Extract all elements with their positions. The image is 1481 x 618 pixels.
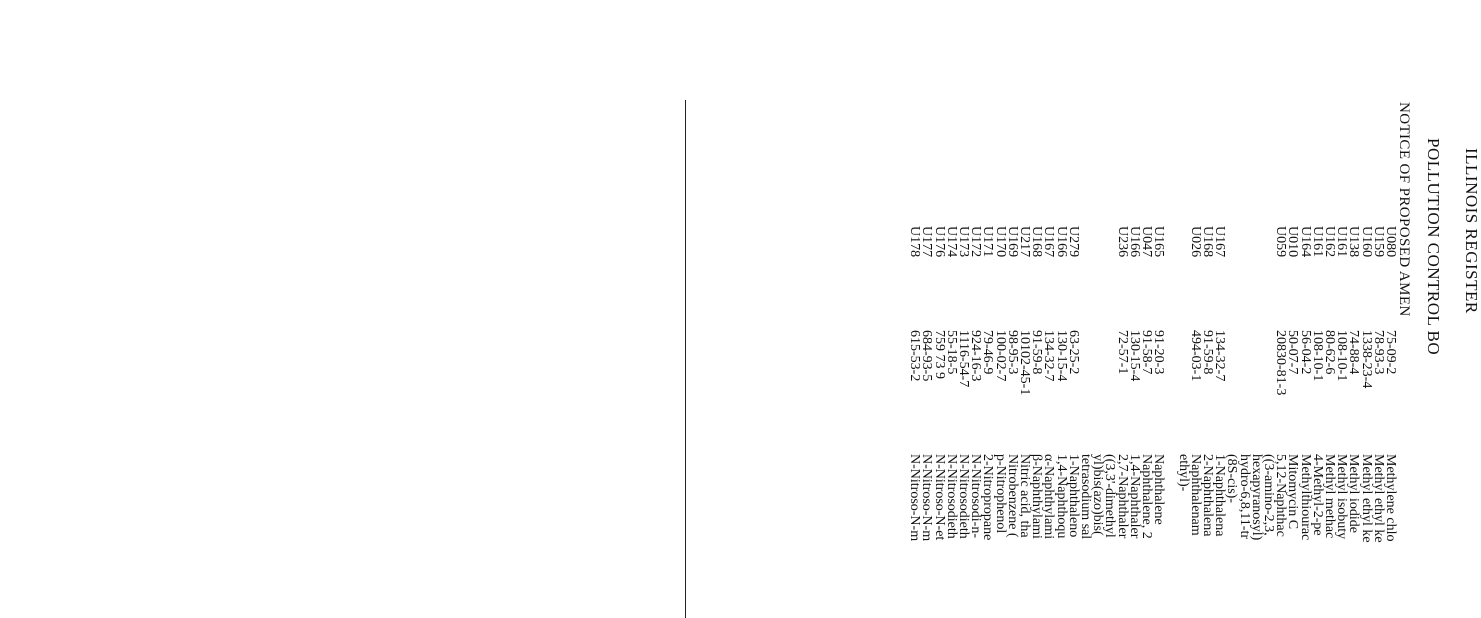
chemical-name: Naphthalene, 2	[1139, 454, 1154, 539]
waste-code: U166	[1053, 226, 1069, 258]
chemical-name: ethyl)-	[1175, 454, 1191, 492]
chemical-name: N-Nitrosodi-n-	[968, 454, 984, 538]
chemical-name: hexapyranosyl)	[1248, 454, 1264, 541]
chemical-name: (8S-cis)-	[1224, 454, 1240, 503]
waste-code: U177	[919, 226, 935, 258]
chemical-name: Methyl ethyl ke	[1358, 454, 1374, 543]
chemical-name: 2-Naphthalena	[1200, 454, 1215, 537]
chemical-name: ((3,3'-dimethyl	[1102, 454, 1118, 538]
waste-code: U169	[1004, 226, 1020, 258]
waste-code: U026	[1187, 226, 1203, 258]
cas-number: 615-53-2	[907, 330, 923, 382]
chemical-name: 2,7-Naphthaler	[1114, 454, 1130, 539]
chemical-name: 1-Naphthaleno	[1065, 454, 1081, 538]
cas-number: 924-16-3	[968, 330, 984, 382]
waste-code: U059	[1273, 226, 1289, 258]
chemical-name: N-Nitrosodieth	[943, 454, 959, 539]
chemical-name: Methyl iodide	[1346, 454, 1362, 533]
cas-number: 72-57-1	[1114, 330, 1130, 375]
chemical-name: tetrasodium sal	[1078, 454, 1093, 540]
cas-number: 50-07-7	[1285, 330, 1301, 375]
chemical-name: α-Naphthylami	[1041, 454, 1057, 540]
cas-number: 79-46-9	[980, 330, 996, 375]
cas-number: 75-09-2	[1383, 330, 1398, 375]
cas-number: 1116-54-7	[956, 330, 971, 388]
waste-code: U164	[1297, 226, 1313, 258]
waste-code: U165	[1151, 226, 1167, 258]
waste-code: U166	[1126, 226, 1142, 258]
chemical-name: Methyl methac	[1322, 454, 1337, 539]
chemical-name: N-Nitroso-N-m	[919, 454, 935, 542]
waste-code: U047	[1139, 226, 1154, 258]
chemical-name: Naphthalenam	[1187, 454, 1203, 536]
notice-title: NOTICE OF PROPOSED AMEN	[1396, 102, 1412, 317]
waste-code: U279	[1065, 226, 1081, 258]
waste-code: U162	[1322, 226, 1337, 258]
cas-number: 74-88-4	[1346, 330, 1362, 375]
chemical-name: N-Nitrosodieth	[956, 454, 971, 539]
chemical-name: Methyl isobuty	[1334, 454, 1350, 540]
chemical-name: Methyl ethyl ke	[1370, 454, 1386, 543]
waste-code: U161	[1309, 226, 1325, 258]
waste-code: U174	[943, 226, 959, 258]
waste-code: U167	[1212, 226, 1228, 258]
cas-number: 134-32-7	[1212, 330, 1228, 382]
waste-code: U171	[980, 226, 996, 258]
cas-number: 91-58-7	[1139, 330, 1154, 375]
cas-number: 100-02-7	[992, 330, 1008, 382]
waste-code: U170	[992, 226, 1008, 258]
waste-code: U010	[1285, 226, 1301, 258]
cas-number: 108-10-1	[1309, 330, 1325, 382]
cas-number: 56-04-2	[1297, 330, 1313, 375]
chemical-name: β-Naphthylami	[1029, 454, 1045, 539]
waste-code: U161	[1334, 226, 1350, 258]
cas-number: 134-32-7	[1041, 330, 1057, 382]
cas-number: 494-03-1	[1187, 330, 1203, 382]
waste-code: U172	[968, 226, 984, 258]
waste-code: U173	[956, 226, 971, 258]
waste-code: U217	[1017, 226, 1032, 258]
cas-number: 1338-23-4	[1358, 330, 1374, 389]
chemical-name: Nitrobenzene (	[1004, 454, 1020, 538]
cas-number: 130-15-4	[1126, 330, 1142, 382]
waste-code: U176	[931, 226, 947, 258]
waste-code: U178	[907, 226, 923, 258]
waste-code: U167	[1041, 226, 1057, 258]
chemical-name: 1,4-Naphthaler	[1126, 454, 1142, 539]
cas-number: 80-62-6	[1322, 330, 1337, 375]
cas-number: 78-93-3	[1370, 330, 1386, 375]
cas-number: 91-59-8	[1029, 330, 1045, 375]
waste-code: U159	[1370, 226, 1386, 258]
cas-number: 684-93-5	[919, 330, 935, 382]
chemical-name: 2-Nitropropane	[980, 454, 996, 541]
cas-number: 108-10-1	[1334, 330, 1350, 382]
header-rule	[685, 100, 686, 618]
chemical-name: Naphthalene	[1151, 454, 1167, 525]
chemical-name: Methylthiourac	[1297, 454, 1313, 541]
cas-number: 130-15-4	[1053, 330, 1069, 382]
waste-code: U168	[1029, 226, 1045, 258]
waste-code: U168	[1200, 226, 1215, 258]
chemical-name: 5,12-Naphthac	[1273, 454, 1289, 537]
cas-number: 20830-81-3	[1273, 330, 1289, 396]
chemical-name: Methylene chlo	[1383, 454, 1398, 542]
cas-number: 10102-45-1	[1017, 330, 1032, 396]
chemical-name: hydro-6,8,11-tr	[1236, 454, 1252, 540]
cas-number: 98-95-3	[1004, 330, 1020, 375]
cas-number: 91-59-8	[1200, 330, 1215, 375]
cas-number: 63-25-2	[1065, 330, 1081, 375]
cas-number: 55-18-5	[943, 330, 959, 375]
waste-code: U236	[1114, 226, 1130, 258]
waste-code: U080	[1383, 226, 1398, 258]
board-title: POLLUTION CONTROL BO	[1424, 138, 1443, 356]
chemical-name: Nitric acid, tha	[1017, 454, 1032, 538]
cas-number: 91-20-3	[1151, 330, 1167, 375]
chemical-name: 1,4-Naphthoqu	[1053, 454, 1069, 539]
chemical-name: N-Nitroso-N-m	[907, 454, 923, 542]
waste-code: U138	[1346, 226, 1362, 258]
chemical-name: ((3-amino-2,3,	[1261, 454, 1276, 536]
chemical-name: N-Nitroso-N-et	[931, 454, 947, 541]
chemical-name: Mitomycin C	[1285, 454, 1301, 530]
chemical-name: 4-Methyl-2-pe	[1309, 454, 1325, 536]
chemical-name: 1-Naphthalena	[1212, 454, 1228, 537]
waste-code: U160	[1358, 226, 1374, 258]
cas-number: 759 73 9	[931, 330, 947, 379]
chemical-name: yl)bis(azo)bis(	[1090, 454, 1106, 536]
register-title: ILLINOIS REGISTER	[1462, 148, 1481, 314]
chemical-name: p-Nitrophenol	[992, 454, 1008, 534]
